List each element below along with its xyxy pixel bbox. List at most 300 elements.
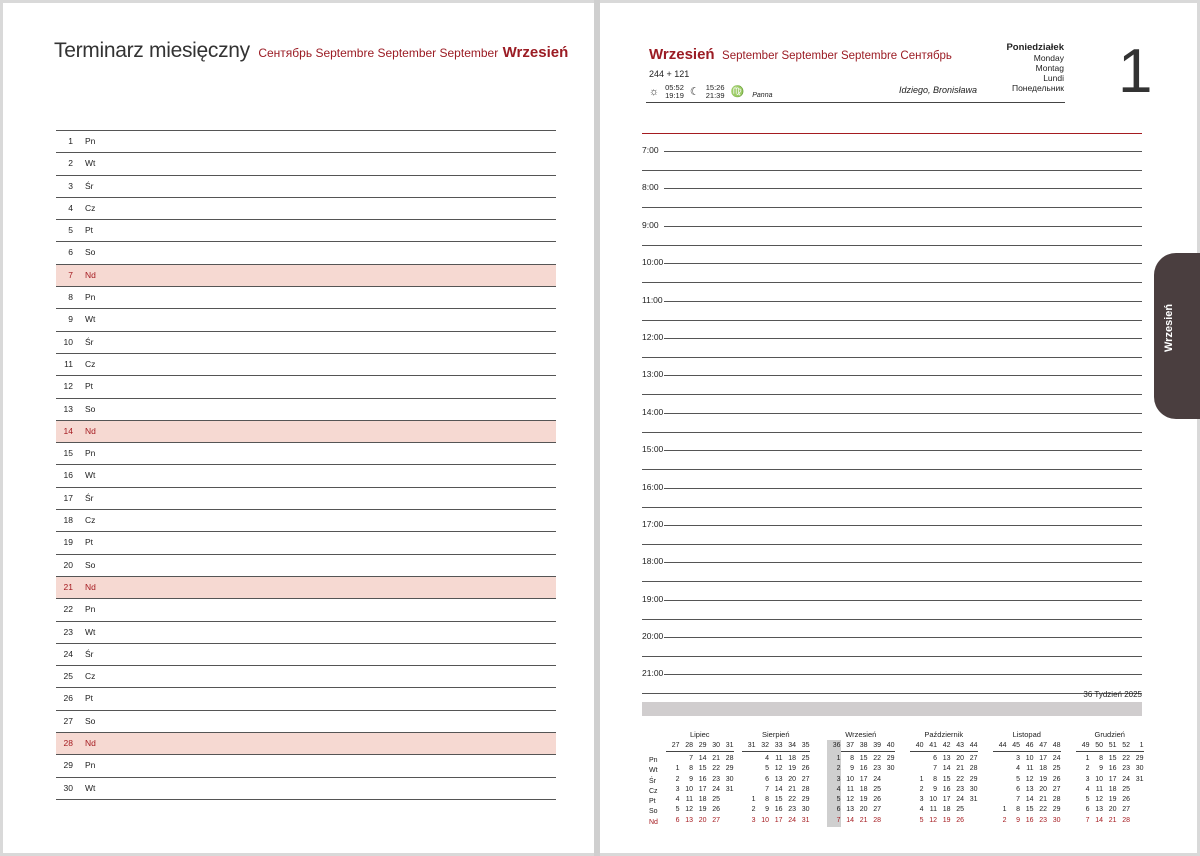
mini-day: 15 <box>698 765 707 773</box>
hour-label: 15:00 <box>642 444 664 455</box>
mini-day: 21 <box>1108 816 1117 824</box>
mini-day: 12 <box>1025 775 1034 783</box>
mini-day: 25 <box>801 755 810 762</box>
day-row[interactable] <box>56 643 556 665</box>
mini-day: 16 <box>859 765 868 773</box>
mini-day: 18 <box>788 755 796 762</box>
mini-day: 10 <box>1095 775 1103 783</box>
mini-day: 27 <box>1122 806 1130 814</box>
mini-day: 22 <box>956 775 964 783</box>
half-hour-line <box>642 469 1142 470</box>
hour-slot[interactable] <box>642 440 1142 477</box>
day-row[interactable] <box>56 152 556 174</box>
mini-day: 4 <box>836 785 841 793</box>
mini-day: 16 <box>774 806 783 814</box>
mini-day: 11 <box>846 785 854 793</box>
mini-day: 30 <box>1052 816 1061 824</box>
mini-day <box>742 775 756 785</box>
mini-day: 7 <box>765 785 769 793</box>
mini-day: 18 <box>1039 765 1047 773</box>
mini-calendar <box>666 730 734 826</box>
mini-day: 11 <box>1026 765 1034 773</box>
mini-day: 16 <box>942 785 951 793</box>
mini-calendar <box>993 730 1061 826</box>
mini-day: 28 <box>873 816 881 824</box>
day-row[interactable] <box>56 576 556 598</box>
mini-day: 28 <box>969 765 978 773</box>
zodiac-virgo-icon: ♍ <box>730 86 745 98</box>
mini-day <box>720 795 734 805</box>
day-row[interactable] <box>56 241 556 263</box>
mini-day: 25 <box>712 796 720 804</box>
mini-day: 22 <box>712 765 720 773</box>
hourly-schedule <box>642 141 1142 702</box>
mini-day: 17 <box>1108 775 1117 783</box>
day-row[interactable] <box>56 598 556 620</box>
month-name-pl: Wrzesień <box>502 44 569 61</box>
hour-label: 21:00 <box>642 668 664 679</box>
day-row[interactable] <box>56 621 556 643</box>
hour-line <box>664 226 1142 227</box>
hour-line <box>664 188 1142 189</box>
hour-slot[interactable] <box>642 552 1142 589</box>
mini-day: 2 <box>1085 765 1090 773</box>
mini-day: 1 <box>675 765 680 773</box>
mini-day: 17 <box>942 796 951 804</box>
mini-day: 24 <box>1122 775 1130 783</box>
week-number: 37 <box>846 742 854 749</box>
week-number: 32 <box>761 742 769 749</box>
mini-day: 5 <box>1085 796 1090 804</box>
day-row[interactable] <box>56 777 556 799</box>
left-page <box>3 3 594 853</box>
mini-day <box>1130 795 1144 805</box>
day-number: 26 <box>63 693 73 704</box>
mini-day: 2 <box>919 785 924 793</box>
week-numbers <box>742 740 810 752</box>
mini-day: 20 <box>1039 785 1047 793</box>
weekday-abbr: Wt <box>85 782 96 793</box>
mini-day: 15 <box>774 796 783 804</box>
mini-day-label: Wt <box>649 767 658 775</box>
hour-label: 19:00 <box>642 593 664 604</box>
mini-day: 6 <box>933 755 937 762</box>
mini-day: 3 <box>836 775 841 783</box>
day-row[interactable] <box>56 375 556 397</box>
mini-day-label: Pn <box>649 757 658 764</box>
mini-day <box>881 805 895 815</box>
mini-day: 12 <box>774 765 783 773</box>
hour-slot[interactable] <box>642 664 1142 701</box>
day-number: 15 <box>63 448 73 459</box>
week-number: 27 <box>671 742 680 749</box>
mini-day: 13 <box>1025 785 1034 793</box>
day-number: 29 <box>63 760 73 771</box>
day-number: 20 <box>63 559 73 570</box>
mini-day <box>993 795 1007 805</box>
mini-day: 2 <box>675 775 680 783</box>
month-tab[interactable] <box>1154 253 1200 419</box>
mini-day: 29 <box>1052 806 1061 814</box>
week-number: 33 <box>774 742 783 749</box>
day-row[interactable] <box>56 531 556 553</box>
hour-line <box>664 637 1142 638</box>
mini-day: 23 <box>873 765 881 773</box>
mini-day: 19 <box>942 816 951 824</box>
mini-day: 11 <box>685 796 693 804</box>
hour-label: 13:00 <box>642 369 664 380</box>
hour-slot[interactable] <box>642 590 1142 627</box>
mini-day: 26 <box>712 806 720 814</box>
mini-day: 30 <box>886 765 895 773</box>
sun-icon: ☼ <box>649 86 660 98</box>
mini-day-grid <box>993 752 1061 826</box>
day-row[interactable] <box>56 754 556 776</box>
week-number: 28 <box>685 742 693 749</box>
week-number: 44 <box>969 742 978 749</box>
hour-line <box>664 375 1142 376</box>
mini-day: 5 <box>1016 775 1020 783</box>
daily-month-header <box>649 46 952 64</box>
mini-day <box>742 754 756 764</box>
hour-line <box>664 674 1142 675</box>
mini-day: 16 <box>1108 765 1117 773</box>
weekday-abbr: Pn <box>85 604 96 615</box>
mini-day: 22 <box>1039 806 1047 814</box>
mini-day: 9 <box>850 765 854 773</box>
mini-day: 4 <box>675 796 680 804</box>
hour-line <box>664 450 1142 451</box>
mini-day: 21 <box>1039 796 1047 804</box>
day-number: 10 <box>63 336 73 347</box>
day-row[interactable] <box>56 130 556 152</box>
hour-label: 10:00 <box>642 257 664 268</box>
mini-day: 7 <box>933 765 937 773</box>
mini-day <box>881 795 895 805</box>
mini-day: 1 <box>1002 806 1007 814</box>
day-row[interactable] <box>56 464 556 486</box>
day-of-year-count: 244 + 121 <box>649 69 690 79</box>
weekday-abbr: Cz <box>85 515 96 526</box>
hour-slot[interactable] <box>642 216 1142 253</box>
header-divider <box>646 102 1065 103</box>
day-row[interactable] <box>56 398 556 420</box>
weekday-abbr: Pn <box>85 292 96 303</box>
name-days: Idziego, Bronisława <box>899 85 978 95</box>
day-row[interactable] <box>56 487 556 509</box>
notes-bar <box>642 702 1142 716</box>
week-number: 43 <box>956 742 964 749</box>
half-hour-line <box>642 544 1142 545</box>
day-number: 1 <box>1118 37 1153 106</box>
day-number: 14 <box>63 425 73 436</box>
mini-calendar <box>827 730 895 826</box>
mini-day: 22 <box>873 755 881 762</box>
day-number: 18 <box>63 515 73 526</box>
weekday-names <box>1006 43 1064 93</box>
mini-day: 29 <box>725 765 734 773</box>
day-number: 6 <box>68 247 73 258</box>
day-row[interactable] <box>56 732 556 754</box>
week-numbers <box>666 740 734 752</box>
mini-day: 23 <box>1122 765 1130 773</box>
mini-day: 25 <box>873 785 881 793</box>
day-number: 22 <box>63 604 73 615</box>
mini-day: 6 <box>1016 785 1020 793</box>
hour-slot[interactable] <box>642 403 1142 440</box>
mini-day <box>881 816 895 826</box>
weekday-en: Monday <box>1033 53 1064 63</box>
mini-day: 6 <box>675 816 680 824</box>
half-hour-line <box>642 207 1142 208</box>
mini-month-name: Grudzień <box>1094 730 1125 739</box>
hour-slot[interactable] <box>642 328 1142 365</box>
mini-day: 24 <box>1052 755 1061 762</box>
week-numbers <box>1076 740 1144 752</box>
mini-day: 6 <box>765 775 769 783</box>
mini-day: 20 <box>788 775 796 783</box>
mini-day: 8 <box>933 775 937 783</box>
mini-day: 5 <box>836 796 841 804</box>
mini-day: 10 <box>846 775 854 783</box>
mini-day: 28 <box>725 755 734 762</box>
day-row[interactable] <box>56 331 556 353</box>
mini-calendar <box>1076 730 1144 826</box>
half-hour-line <box>642 320 1142 321</box>
day-row[interactable] <box>56 554 556 576</box>
weekday-abbr: Pn <box>85 760 96 771</box>
hour-slot[interactable] <box>642 365 1142 402</box>
mini-day <box>964 816 978 826</box>
weekday-pl: Poniedziałek <box>1006 42 1064 53</box>
mini-day: 12 <box>685 806 693 814</box>
month-tab-label: Wrzesień <box>1163 303 1175 352</box>
hour-slot[interactable] <box>642 253 1142 290</box>
mini-day: 8 <box>1016 806 1020 814</box>
mini-day: 26 <box>873 796 881 804</box>
day-row[interactable] <box>56 286 556 308</box>
header-red-rule <box>642 133 1142 134</box>
mini-day: 21 <box>859 816 868 824</box>
mini-day: 31 <box>1135 775 1144 783</box>
mini-day: 2 <box>1002 816 1007 824</box>
day-number: 24 <box>63 648 73 659</box>
day-row[interactable] <box>56 420 556 442</box>
mini-day: 19 <box>788 765 796 773</box>
sun-times <box>665 84 684 100</box>
hour-line <box>664 600 1142 601</box>
day-row[interactable] <box>56 687 556 709</box>
mini-day: 29 <box>886 755 895 762</box>
weekday-abbr: Śr <box>85 648 94 659</box>
week-number: 50 <box>1095 742 1103 749</box>
mini-day: 8 <box>850 755 854 762</box>
hour-slot[interactable] <box>642 478 1142 515</box>
day-number: 11 <box>64 358 73 369</box>
day-row[interactable] <box>56 197 556 219</box>
mini-day: 29 <box>969 775 978 783</box>
half-hour-line <box>642 619 1142 620</box>
hour-slot[interactable] <box>642 515 1142 552</box>
mini-day <box>742 785 756 795</box>
mini-day: 4 <box>919 806 924 814</box>
month-name-pl: Wrzesień <box>649 46 715 63</box>
mini-day <box>666 754 680 764</box>
weekday-abbr: So <box>85 715 96 726</box>
week-number: 30 <box>712 742 720 749</box>
half-hour-line <box>642 245 1142 246</box>
mini-day-label: Pt <box>649 798 656 806</box>
day-number: 16 <box>63 470 73 481</box>
mini-day-labels <box>649 756 663 828</box>
mini-day: 24 <box>788 816 796 824</box>
weekday-abbr: Wt <box>85 626 96 637</box>
half-hour-line <box>642 693 1142 694</box>
hour-line <box>664 413 1142 414</box>
mini-day: 27 <box>1052 785 1061 793</box>
mini-day: 4 <box>765 755 769 762</box>
row-end-line <box>56 799 556 800</box>
mini-day: 26 <box>801 765 810 773</box>
day-row[interactable] <box>56 353 556 375</box>
mini-day <box>910 764 924 774</box>
day-row[interactable] <box>56 665 556 687</box>
hour-label: 18:00 <box>642 556 664 567</box>
mini-calendar <box>910 730 978 826</box>
mini-day: 13 <box>942 755 951 762</box>
mini-day: 28 <box>801 785 810 793</box>
day-number: 12 <box>63 381 73 392</box>
mini-day: 9 <box>765 806 769 814</box>
mini-day: 25 <box>956 806 964 814</box>
mini-day: 24 <box>712 785 720 793</box>
mini-month-name: Sierpień <box>761 730 790 739</box>
hour-label: 20:00 <box>642 631 664 642</box>
day-row[interactable] <box>56 308 556 330</box>
mini-day: 14 <box>846 816 854 824</box>
mini-day: 13 <box>846 806 854 814</box>
mini-day: 9 <box>1016 816 1020 824</box>
hour-slot[interactable] <box>642 178 1142 215</box>
mini-day: 19 <box>859 796 868 804</box>
hour-slot[interactable] <box>642 627 1142 664</box>
mini-day <box>993 785 1007 795</box>
mini-day: 30 <box>1135 765 1144 773</box>
weekday-abbr: Śr <box>85 180 94 191</box>
mini-day: 14 <box>774 785 783 793</box>
month-names-other: Сентябрь Septembre September September <box>258 46 499 60</box>
day-number: 21 <box>63 581 73 592</box>
mini-day: 15 <box>859 755 868 762</box>
day-number: 3 <box>68 180 73 191</box>
half-hour-line <box>642 432 1142 433</box>
week-number: 38 <box>859 742 868 749</box>
hour-line <box>664 338 1142 339</box>
mini-day: 22 <box>1122 755 1130 762</box>
mini-day: 13 <box>685 816 693 824</box>
mini-day: 21 <box>956 765 964 773</box>
mini-month-name: Październik <box>924 730 964 739</box>
mini-day: 23 <box>712 775 720 783</box>
mini-day: 11 <box>1095 785 1103 793</box>
day-number: 9 <box>68 314 73 325</box>
mini-day <box>742 764 756 774</box>
mini-day: 21 <box>788 785 796 793</box>
day-row[interactable] <box>56 442 556 464</box>
mini-day: 1 <box>751 796 756 804</box>
mini-day: 26 <box>1052 775 1061 783</box>
half-hour-line <box>642 656 1142 657</box>
weekday-abbr: Nd <box>85 581 96 592</box>
moon-times <box>706 84 725 100</box>
mini-day-label: Cz <box>649 787 658 795</box>
sun-moon-info <box>649 84 772 100</box>
weekday-abbr: Pt <box>85 381 94 392</box>
hour-slot[interactable] <box>642 141 1142 178</box>
mini-day: 17 <box>859 775 868 783</box>
mini-day-label: So <box>649 808 658 816</box>
week-number: 31 <box>747 742 756 749</box>
mini-day <box>993 775 1007 785</box>
weekday-abbr: Wt <box>85 158 96 169</box>
mini-day: 18 <box>698 796 707 804</box>
mini-day: 11 <box>775 755 783 762</box>
moonrise-time: 15:26 <box>705 83 725 92</box>
half-hour-line <box>642 581 1142 582</box>
mini-day: 6 <box>836 806 841 814</box>
day-row[interactable] <box>56 509 556 531</box>
weekday-abbr: Pn <box>85 448 96 459</box>
mini-calendar <box>742 730 810 826</box>
mini-day: 27 <box>712 816 720 824</box>
week-number: 45 <box>1012 742 1020 749</box>
mini-day: 9 <box>933 785 937 793</box>
hour-label: 11:00 <box>642 294 663 305</box>
mini-day: 17 <box>774 816 783 824</box>
mini-day-label: Śr <box>649 777 656 785</box>
weekday-abbr: Nd <box>85 738 96 749</box>
day-row[interactable] <box>56 175 556 197</box>
mini-day: 10 <box>761 816 769 824</box>
mini-day: 16 <box>698 775 707 783</box>
weekday-abbr: So <box>85 403 96 414</box>
hour-slot[interactable] <box>642 291 1142 328</box>
mini-day: 7 <box>1016 796 1020 804</box>
day-number: 13 <box>63 403 73 414</box>
hour-label: 7:00 <box>642 145 659 155</box>
weekday-abbr: Cz <box>85 671 96 682</box>
mini-day: 9 <box>1099 765 1103 773</box>
week-number: 52 <box>1122 742 1130 749</box>
mini-day: 10 <box>1025 755 1034 762</box>
half-hour-line <box>642 507 1142 508</box>
moonset-time: 21:39 <box>705 91 725 100</box>
day-number: 28 <box>63 738 73 749</box>
mini-day: 8 <box>689 765 693 773</box>
mini-day: 30 <box>801 806 810 814</box>
day-row[interactable] <box>56 710 556 732</box>
day-row[interactable] <box>56 219 556 241</box>
day-number: 4 <box>68 202 73 213</box>
mini-day: 27 <box>873 806 881 814</box>
right-page <box>600 3 1197 853</box>
week-number: 36 <box>827 740 841 751</box>
mini-day: 14 <box>1025 796 1034 804</box>
day-number: 30 <box>63 782 73 793</box>
mini-day: 12 <box>846 796 854 804</box>
mini-day: 7 <box>836 816 841 824</box>
day-row[interactable] <box>56 264 556 286</box>
